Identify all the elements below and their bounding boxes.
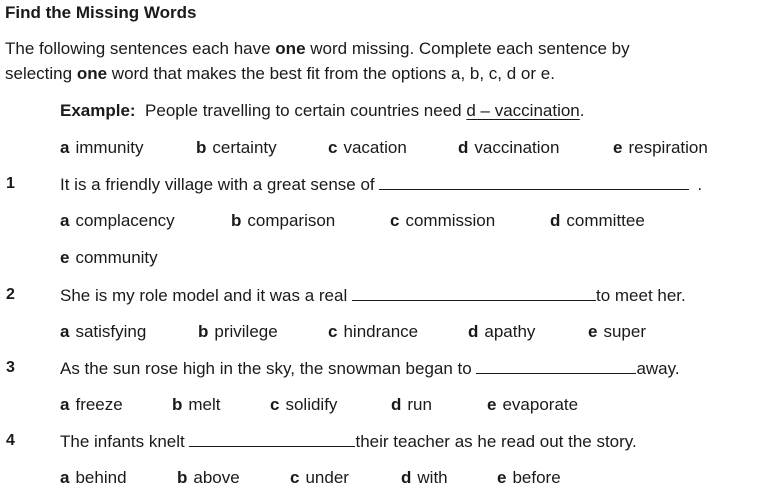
answer-blank[interactable] xyxy=(379,174,689,190)
option-letter: b xyxy=(231,211,242,230)
option-word: satisfying xyxy=(75,322,147,341)
option-letter: d xyxy=(458,138,469,157)
option-letter: e xyxy=(613,138,623,157)
question-text-end: . xyxy=(697,175,703,194)
question-1-option-d[interactable] xyxy=(550,211,645,231)
instructions-text: word missing. Complete each sentence by xyxy=(305,39,630,58)
example-label: Example: xyxy=(60,101,136,120)
option-letter: d xyxy=(391,395,402,414)
option-letter: e xyxy=(60,248,70,267)
option-word: behind xyxy=(75,468,127,487)
answer-blank[interactable] xyxy=(476,358,636,374)
example-option-b xyxy=(196,138,277,158)
question-2-sentence xyxy=(60,285,686,306)
option-letter: e xyxy=(588,322,598,341)
option-letter: c xyxy=(270,395,280,414)
option-letter: e xyxy=(487,395,497,414)
option-word: freeze xyxy=(75,395,123,414)
question-text-end: to meet her. xyxy=(595,286,686,305)
option-word: committee xyxy=(566,211,645,230)
question-4-option-d[interactable] xyxy=(401,468,448,488)
option-word: complacency xyxy=(75,211,175,230)
question-3-option-d[interactable] xyxy=(391,395,432,415)
example-option-d xyxy=(458,138,559,158)
question-3-option-a[interactable] xyxy=(60,395,123,415)
option-letter: e xyxy=(497,468,507,487)
example-option-a xyxy=(60,138,143,158)
answer-blank[interactable] xyxy=(189,431,355,447)
option-word: comparison xyxy=(247,211,336,230)
example-option-c xyxy=(328,138,407,158)
question-2-option-e[interactable] xyxy=(588,322,646,342)
instructions-line-2 xyxy=(5,64,555,84)
option-letter: d xyxy=(468,322,479,341)
option-word: solidify xyxy=(285,395,338,414)
option-word: community xyxy=(75,248,158,267)
option-letter: b xyxy=(172,395,183,414)
option-letter: a xyxy=(60,138,70,157)
instructions-text: word that makes the best fit from the options a, b, c, d or e. xyxy=(107,64,555,83)
question-text: The infants knelt xyxy=(60,432,190,451)
question-2-option-c[interactable] xyxy=(328,322,418,342)
instructions-emphasis: one xyxy=(76,64,108,83)
option-letter: a xyxy=(60,468,70,487)
option-word: commission xyxy=(405,211,496,230)
example-end: . xyxy=(579,101,585,120)
option-letter: a xyxy=(60,395,70,414)
option-letter: c xyxy=(290,468,300,487)
instructions-text: selecting xyxy=(5,64,77,83)
option-word: run xyxy=(407,395,432,414)
option-word: under xyxy=(305,468,349,487)
question-1-option-a[interactable] xyxy=(60,211,175,231)
question-3-option-e[interactable] xyxy=(487,395,578,415)
option-word: above xyxy=(193,468,240,487)
example-text: People travelling to certain countries need xyxy=(145,101,467,120)
question-text: It is a friendly village with a great sense of xyxy=(60,175,380,194)
question-text-end: their teacher as he read out the story. xyxy=(355,432,637,451)
question-text-end: away. xyxy=(636,359,680,378)
option-word: super xyxy=(603,322,646,341)
option-letter: a xyxy=(60,211,70,230)
question-4-sentence xyxy=(60,431,637,452)
option-letter: b xyxy=(196,138,207,157)
question-1-option-c[interactable] xyxy=(390,211,495,231)
option-word: vaccination xyxy=(474,138,560,157)
instructions-text: The following sentences each have xyxy=(5,39,276,58)
option-letter: c xyxy=(390,211,400,230)
option-word: before xyxy=(512,468,561,487)
option-letter: b xyxy=(198,322,209,341)
question-4-option-a[interactable] xyxy=(60,468,127,488)
example-option-e xyxy=(613,138,708,158)
question-4-option-c[interactable] xyxy=(290,468,349,488)
option-word: certainty xyxy=(212,138,277,157)
instructions-line-1 xyxy=(5,39,630,59)
question-number: 1 xyxy=(6,175,15,192)
option-word: apathy xyxy=(484,322,536,341)
page-title: Find the Missing Words xyxy=(5,3,197,22)
option-word: hindrance xyxy=(343,322,419,341)
option-letter: b xyxy=(177,468,188,487)
question-3-option-b[interactable] xyxy=(172,395,221,415)
option-word: with xyxy=(417,468,448,487)
option-letter: c xyxy=(328,138,338,157)
question-4-option-b[interactable] xyxy=(177,468,240,488)
example-answer: d – vaccination xyxy=(466,101,580,120)
question-1-sentence xyxy=(60,174,702,195)
question-3-sentence xyxy=(60,358,680,379)
question-text: She is my role model and it was a real xyxy=(60,286,352,305)
question-number: 2 xyxy=(6,286,15,303)
question-number: 3 xyxy=(6,359,15,376)
option-letter: a xyxy=(60,322,70,341)
option-word: respiration xyxy=(628,138,708,157)
question-4-option-e[interactable] xyxy=(497,468,561,488)
option-word: melt xyxy=(188,395,221,414)
option-word: vacation xyxy=(343,138,407,157)
instructions-emphasis: one xyxy=(275,39,306,58)
option-word: evaporate xyxy=(502,395,579,414)
option-word: immunity xyxy=(75,138,144,157)
question-2-option-b[interactable] xyxy=(198,322,278,342)
question-text: As the sun rose high in the sky, the snowman began to xyxy=(60,359,477,378)
question-2-option-d[interactable] xyxy=(468,322,535,342)
example-sentence xyxy=(60,101,585,121)
question-1-option-e[interactable] xyxy=(60,248,158,268)
question-2-option-a[interactable] xyxy=(60,322,146,342)
question-1-option-b[interactable] xyxy=(231,211,335,231)
option-letter: d xyxy=(401,468,412,487)
question-3-option-c[interactable] xyxy=(270,395,337,415)
option-letter: d xyxy=(550,211,561,230)
option-word: privilege xyxy=(214,322,278,341)
option-letter: c xyxy=(328,322,338,341)
answer-blank[interactable] xyxy=(352,285,596,301)
question-number: 4 xyxy=(6,432,15,449)
